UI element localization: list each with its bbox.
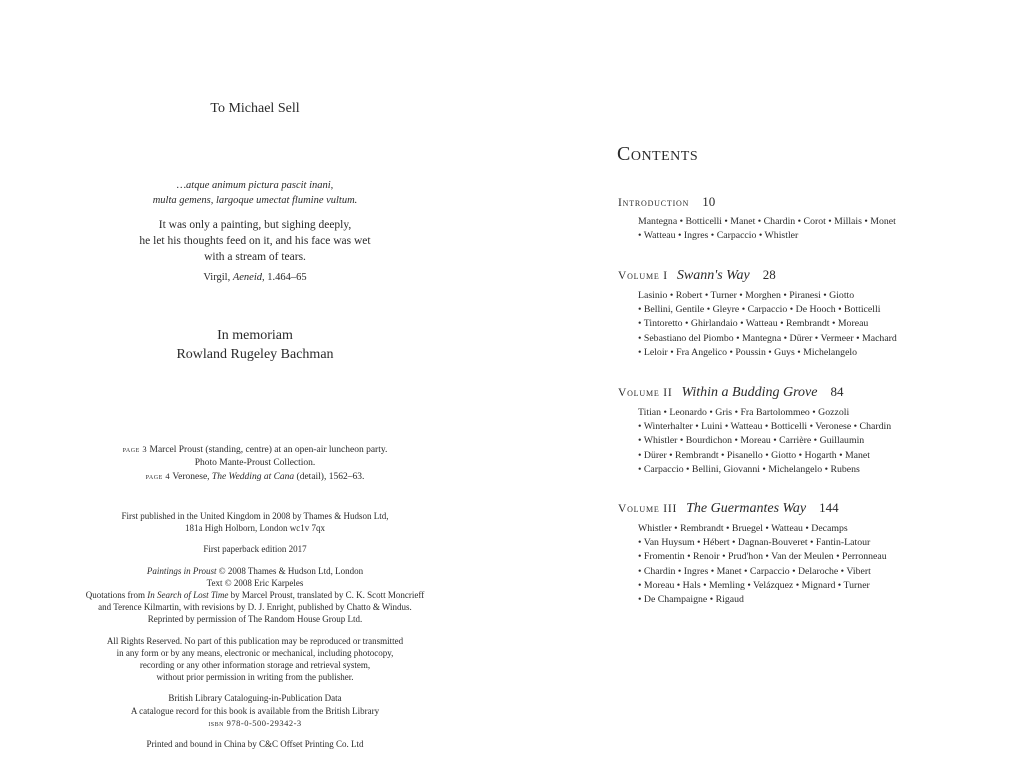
colophon-line xyxy=(0,589,510,601)
toc-heading xyxy=(618,194,938,210)
quoted-title: In Search of Lost Time xyxy=(147,590,229,601)
colophon-line: without prior permission in writing from the publisher. xyxy=(156,672,354,683)
toc-artist-list xyxy=(638,289,938,360)
epigraph-latin xyxy=(0,178,510,208)
toc-introduction xyxy=(618,194,938,243)
caption-page-label: page 3 xyxy=(122,444,148,454)
attribution-work: Aeneid, xyxy=(232,272,265,283)
cataloguing-block xyxy=(0,692,510,729)
attribution-author: Virgil, xyxy=(203,272,231,283)
printer-line: Printed and bound in China by C&C Offset Printing Co. Ltd xyxy=(146,739,364,750)
edition-line: First paperback edition 2017 xyxy=(203,544,307,555)
toc-section-label: Introduction xyxy=(618,197,690,209)
toc-artist-list xyxy=(638,215,938,243)
toc-artist-line: • Sebastiano del Piombo • Mantegna • Dürer • Vermeer • Machard xyxy=(638,332,897,344)
toc-volume-2 xyxy=(618,384,938,477)
dedication: To Michael Sell xyxy=(210,101,300,116)
toc-section-title: Within a Budding Grove xyxy=(681,385,818,400)
colophon-line: Text © 2008 Eric Karpeles xyxy=(206,577,304,588)
toc-artist-line: • Van Huysum • Hébert • Dagnan-Bouveret • Fantin-Latour xyxy=(638,537,871,549)
memoriam-heading: In memoriam xyxy=(217,328,293,343)
toc-section-label: Volume II xyxy=(618,387,673,399)
colophon-text: by Marcel Proust, translated by C. K. Scott Moncrieff xyxy=(230,590,425,601)
epigraph-attribution xyxy=(0,272,510,283)
toc-artist-list xyxy=(638,406,938,477)
toc-artist-line: Whistler • Rembrandt • Bruegel • Watteau • Decamps xyxy=(638,523,848,534)
toc-artist-line: Titian • Leonardo • Gris • Fra Bartolommeo • Gozzoli xyxy=(638,407,850,418)
toc-artist-list xyxy=(638,522,938,607)
colophon-line: A catalogue record for this book is available from the British Library xyxy=(130,705,380,716)
toc-artist-line: Mantegna • Botticelli • Manet • Chardin • Corot • Millais • Monet xyxy=(638,216,896,227)
epigraph-english-line: with a stream of tears. xyxy=(204,251,306,263)
toc-artist-line: • Tintoretto • Ghirlandaio • Watteau • Rembrandt • Moreau xyxy=(638,318,869,330)
toc-artist-line: • De Champaigne • Rigaud xyxy=(638,594,744,606)
toc-heading xyxy=(618,267,938,284)
toc-artist-line: • Winterhalter • Luini • Watteau • Botticelli • Veronese • Chardin xyxy=(638,421,892,433)
colophon-line: All Rights Reserved. No part of this publication may be reproduced or transmitted xyxy=(106,635,404,646)
attribution-ref: 1.464–65 xyxy=(267,272,307,283)
toc-artist-line: • Moreau • Hals • Memling • Velázquez • Mignard • Turner xyxy=(638,579,870,591)
toc-page-number: 10 xyxy=(702,194,716,209)
isbn: isbn 978-0-500-29342-3 xyxy=(208,717,302,728)
toc-artist-line: Lasinio • Robert • Turner • Morghen • Piranesi • Giotto xyxy=(638,290,855,301)
colophon-line: and Terence Kilmartin, with revisions by D. J. Enright, published by Chatto & Windus. xyxy=(98,602,412,613)
caption-2 xyxy=(0,470,510,484)
caption-text: Marcel Proust (standing, centre) at an open-air luncheon party. xyxy=(149,445,388,455)
caption-text: Veronese, xyxy=(172,472,210,482)
caption-1-line2: Photo Mante-Proust Collection. xyxy=(194,458,316,468)
contents-title: Contents xyxy=(617,143,699,165)
colophon-line: 181a High Holborn, London wc1v 7qx xyxy=(185,523,325,534)
colophon-line: in any form or by any means, electronic or mechanical, including photocopy, xyxy=(116,647,394,658)
epigraph-latin-line: multa gemens, largoque umectat flumine vultum. xyxy=(152,195,358,206)
epigraph-english xyxy=(0,217,510,265)
colophon-line: British Library Cataloguing-in-Publication Data xyxy=(168,693,342,704)
toc-section-label: Volume I xyxy=(618,270,668,282)
epigraph-latin-line: …atque animum pictura pascit inani, xyxy=(176,180,334,191)
colophon-line: recording or any other information storage and retrieval system, xyxy=(139,660,371,671)
toc-heading xyxy=(618,384,938,401)
toc-artist-line: • Whistler • Bourdichon • Moreau • Carrière • Guillaumin xyxy=(638,435,865,447)
epigraph-english-line: It was only a painting, but sighing deeply, xyxy=(158,219,352,231)
toc-page-number: 84 xyxy=(830,384,844,399)
memoriam-name: Rowland Rugeley Bachman xyxy=(176,347,334,362)
captions xyxy=(0,443,510,484)
toc-artist-line: • Dürer • Rembrandt • Pisanello • Giotto • Hogarth • Manet xyxy=(638,449,870,461)
toc-section-label: Volume III xyxy=(618,503,678,515)
toc-artist-line: • Leloir • Fra Angelico • Poussin • Guys • Michelangelo xyxy=(638,346,858,358)
epigraph-english-line: he let his thoughts feed on it, and his face was wet xyxy=(139,235,371,247)
toc-section-title: Swann's Way xyxy=(676,268,750,283)
colophon-line: Reprinted by permission of The Random House Group Ltd. xyxy=(147,614,363,625)
copyright-block xyxy=(0,565,510,626)
toc-artist-line: • Fromentin • Renoir • Prud'hon • Van der Meulen • Perronneau xyxy=(638,551,887,563)
caption-1 xyxy=(0,443,510,457)
caption-text: (detail), 1562–63. xyxy=(296,472,365,482)
colophon-text: © 2008 Thames & Hudson Ltd, London xyxy=(218,565,364,576)
toc-page-number: 144 xyxy=(819,500,839,515)
memoriam xyxy=(0,326,510,364)
toc-heading xyxy=(618,500,938,517)
toc-volume-1 xyxy=(618,267,938,360)
colophon-line xyxy=(0,565,510,577)
colophon-line: First published in the United Kingdom in 2008 by Thames & Hudson Ltd, xyxy=(121,511,389,521)
toc-section-title: The Guermantes Way xyxy=(686,501,807,516)
book-title: Paintings in Proust xyxy=(146,565,217,576)
toc-artist-line: • Bellini, Gentile • Gleyre • Carpaccio • De Hooch • Botticelli xyxy=(638,304,881,316)
colophon-text: Quotations from xyxy=(85,590,145,601)
toc-page-number: 28 xyxy=(762,267,776,282)
caption-work-title: The Wedding at Cana xyxy=(211,472,295,482)
rights-block xyxy=(0,635,510,684)
toc-artist-line: • Watteau • Ingres • Carpaccio • Whistler xyxy=(638,230,799,242)
toc-artist-line: • Carpaccio • Bellini, Giovanni • Michelangelo • Rubens xyxy=(638,463,860,475)
toc-volume-3 xyxy=(618,500,938,607)
colophon xyxy=(0,510,510,750)
toc-artist-line: • Chardin • Ingres • Manet • Carpaccio • Delaroche • Vibert xyxy=(638,565,871,577)
publisher-block xyxy=(0,510,510,534)
caption-page-label: page 4 xyxy=(145,471,171,481)
